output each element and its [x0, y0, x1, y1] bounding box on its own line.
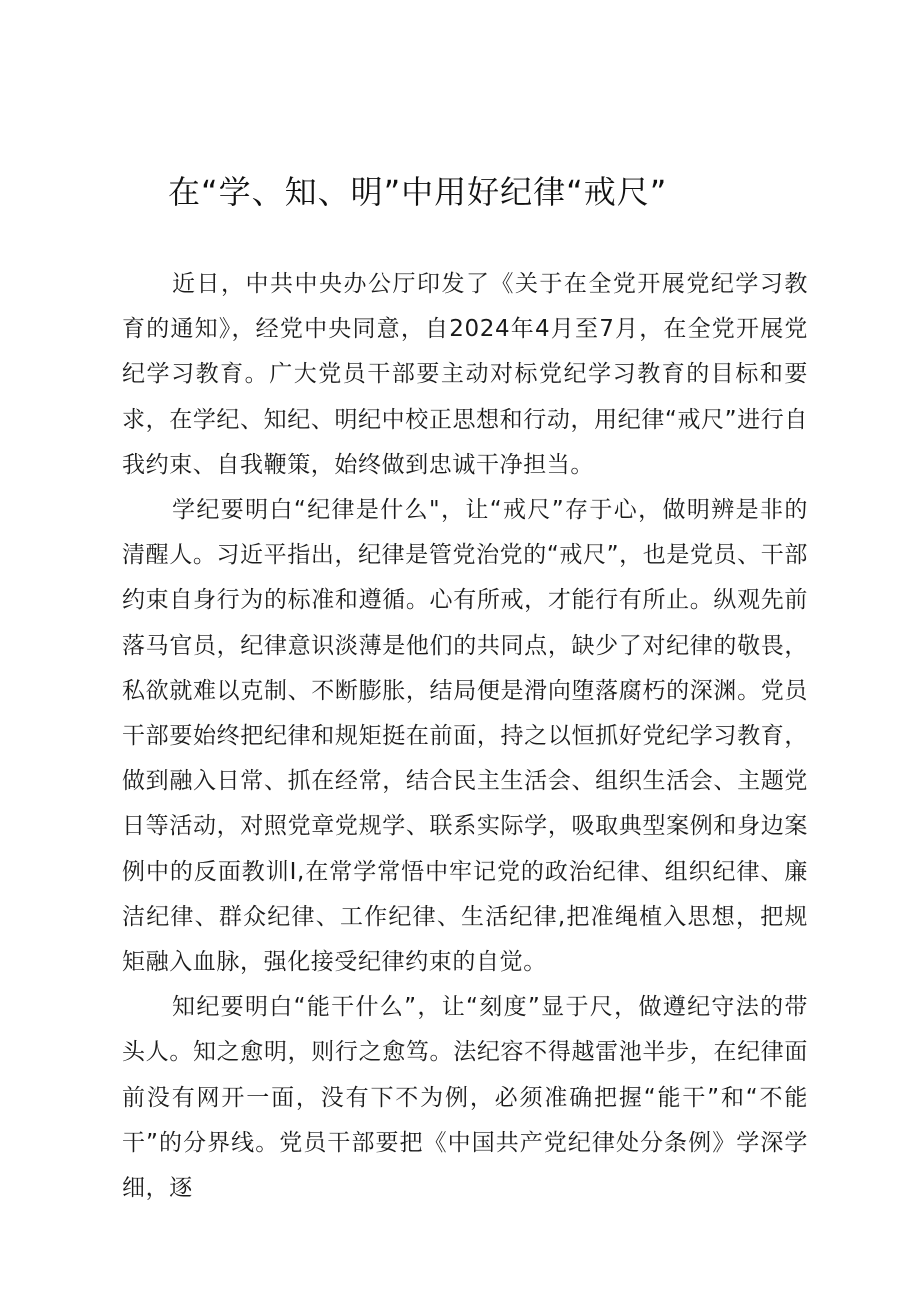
document-body — [122, 262, 808, 1211]
document-title: 在“学、知、明”中用好纪律“戒尺” — [168, 173, 668, 211]
paragraph-know-discipline: 知纪要明白“能干什么”，让“刻度”显于尺，做遵纪守法的带头人。知之愈明，则行之愈笃。法纪容不得越雷池半步，在纪律面前没有网开一面，没有下不为例，必须准确把握“能干”和“不能干”的分界线。党员干部要把《中国共产党纪律处分条例》学深学细，逐 — [122, 994, 808, 1202]
paragraph-intro: 近日，中共中央办公厅印发了《关于在全党开展党纪学习教育的通知》，经党中央同意，自2024年4月至7月，在全党开展党纪学习教育。广大党员干部要主动对标党纪学习教育的目标和要求，在学纪、知纪、明纪中校正思想和行动，用纪律“戒尺”进行自我约束、自我鞭策，始终做到忠诚干净担当。 — [122, 271, 808, 478]
paragraph-learn-discipline: 学纪要明白“纪律是什么"，让“戒尺”存于心，做明辨是非的清醒人。习近平指出，纪律是管党治党的“戒尺”，也是党员、干部约束自身行为的标准和遵循。心有所戒，才能行有所止。纵观先前落马官员，纪律意识淡薄是他们的共同点，缺少了对纪律的敬畏，私欲就难以克制、不断膨胀，结局便是滑向堕落腐朽的深渊。党员干部要始终把纪律和规矩挺在前面，持之以恒抓好党纪学习教育，做到融入日常、抓在经常，结合民主生活会、组织生活会、主题党日等活动，对照党章党规学、联系实际学，吸取典型案例和身边案例中的反面教训I,在常学常悟中牢记党的政治纪律、组织纪律、廉洁纪律、群众纪律、工作纪律、生活纪律,把准绳植入思想，把规矩融入血脉，强化接受纪律约束的自觉。 — [122, 497, 808, 976]
